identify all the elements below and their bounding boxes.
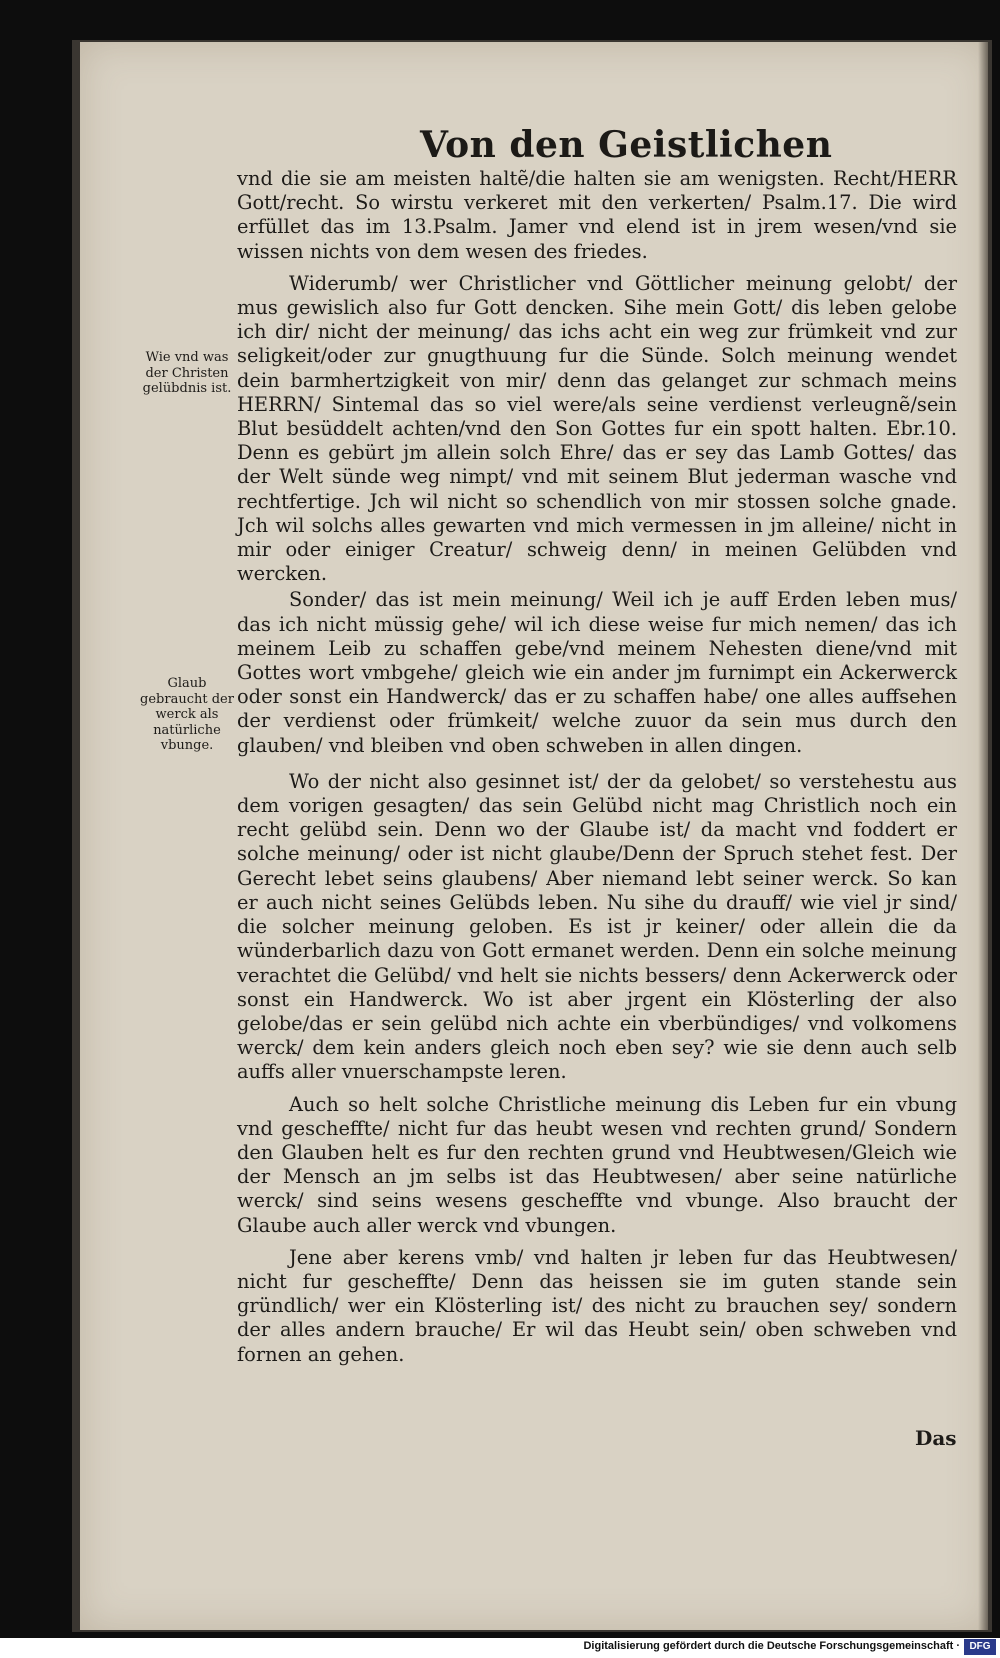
digitization-footer [0,1638,1000,1658]
catchword: Das [915,1426,957,1450]
book-page [80,42,988,1630]
running-header: Von den Geistlichen [420,124,833,166]
paragraph-2: Widerumb/ wer Christlicher vnd Göttlicher meinung gelobt/ der mus gewislich also fur Gott dencken. Sihe mein Gott/ dis leben gelobe ich dir/ nicht der meinung/ das ichs acht ein weg zur frümkeit vnd zur seligkeit/oder zur gnugthuung fur die Sünde. Solch meinung wendet dein barmhertzigkeit von mir/ denn das gelanget zur schmach meins HERRN/ Sintemal das so viel were/als seine verdienst verleugnẽ/sein Blut besüddelt achten/vnd den Son Gottes fur ein spott halten. Ebr.10. Denn es gebürt jm allein solch Ehre/ das er sey das Lamb Gottes/ das der Welt sünde weg nimpt/ vnd mit seinem Blut jederman wasche vnd rechtfertige. Jch wil nicht so schendlich von mir stossen solche gnade. Jch wil solchs alles gewarten vnd mich vermessen in jm alleine/ nicht in mir oder einiger Creatur/ schweig denn/ in meinen Gelübden vnd wercken. [237,271,957,586]
paragraph-6: Jene aber kerens vmb/ vnd halten jr leben fur das Heubtwesen/ nicht fur gescheffte/ Denn das heissen sie im guten stande sein gründlich/ wer ein Klösterling ist/ des nicht zu brauchen sey/ sondern der alles andern brauche/ Er wil das Heubt sein/ oben schweben vnd fornen an gehen. [237,1245,957,1366]
paragraph-4: Wo der nicht also gesinnet ist/ der da gelobet/ so verstehestu aus dem vorigen gesagten/ das sein Gelübd nicht mag Christlich noch ein recht gelübd sein. Denn wo der Glaube ist/ da macht vnd foddert er solche meinung/ oder ist nicht glaube/Denn der Spruch stehet fest. Der Gerecht lebet seins glaubens/ Aber niemand lebt seiner werck. So kan er auch nicht seines Gelübds leben. Nu sihe du drauff/ wie viel jr sind/ die solcher meinung geloben. Es ist jr keiner/ oder allein die da wünderbarlich dazu von Gott ermanet werden. Denn ein solche meinung verachtet die Gelübd/ vnd helt sie nichts bessers/ denn Ackerwerck oder sonst ein Handwerck. Wo ist aber jrgent ein Klösterling der also gelobe/das er sein gelübd nich achte ein vberbündiges/ vnd volkomens werck/ dem kein anders gleich noch eben sey? wie sie denn auch selb auffs aller vnuerschampste leren. [237,769,957,1084]
paragraph-5: Auch so helt solche Christliche meinung dis Leben fur ein vbung vnd gescheffte/ nicht fur das heubt wesen vnd rechten grund/ Sondern den Glauben helt es fur den rechten grund vnd Heubtwesen/Gleich wie der Mensch an jm selbs ist das Heubtwesen/ aber seine natürliche werck/ sind seins wesens gescheffte vnd vbunge. Also braucht der Glaube auch aller werck vnd vbungen. [237,1092,957,1237]
paragraph-3: Sonder/ das ist mein meinung/ Weil ich je auff Erden leben mus/ das ich nicht müssig gehe/ wil ich diese weise fur mich nemen/ das ich meinem Leib zu schaffen gebe/vnd meinem Nehesten diene/vnd mit Gottes wort vmbgehe/ gleich wie ein ander jm furnimpt ein Ackerwerck oder sonst ein Handwerck/ das er zu schaffen habe/ one alles auffsehen der verdienst oder frümkeit/ welche zuuor da sein mus durch den glauben/ vnd bleiben vnd oben schweben in allen dingen. [237,588,957,757]
footer-credit: Digitalisierung gefördert durch die Deutsche Forschungsgemeinschaft · [583,1640,960,1652]
paragraph-1: vnd die sie am meisten haltẽ/die halten sie am wenigsten. Recht/HERR Gott/recht. So wirstu verkeret mit den verkerten/ Psalm.17. Die wird erfüllet das im 13.Psalm. Jamer vnd elend ist in jrem wesen/vnd sie wissen nichts von dem wesen des friedes. [237,167,957,263]
margin-note-vows: Wie vnd was der Christen gelübdnis ist. [142,350,232,396]
margin-note-faith: Glaub gebraucht der werck als natürliche vbunge. [140,676,234,753]
body-text [237,167,957,1369]
dfg-logo: DFG [964,1639,996,1655]
